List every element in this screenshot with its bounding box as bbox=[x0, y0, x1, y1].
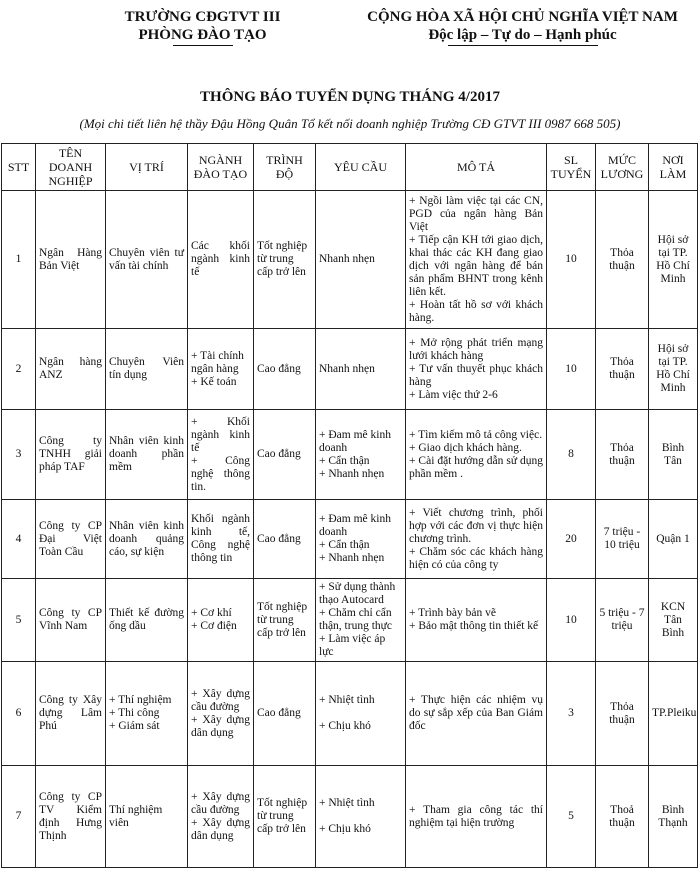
cell-location: TP.Pleiku bbox=[649, 662, 698, 766]
recruitment-table bbox=[1, 143, 698, 868]
cell-position: Thí nghiệm viên bbox=[106, 766, 188, 868]
cell-requirement: + Đam mê kinh doanh + Cẩn thận + Nhanh nhẹn bbox=[316, 500, 406, 579]
cell-quantity: 8 bbox=[547, 410, 596, 500]
col-level: TRÌNH ĐỘ bbox=[254, 144, 316, 191]
col-major: NGÀNH ĐÀO TẠO bbox=[188, 144, 254, 191]
cell-description: + Tìm kiếm mô tả công việc. + Giao dịch khách hàng. + Cài đặt hướng dẫn sử dụng phần mềm . bbox=[406, 410, 547, 500]
col-quantity: SL TUYỂN bbox=[547, 144, 596, 191]
cell-description: + Tham gia công tác thí nghiệm tại hiện trường bbox=[406, 766, 547, 868]
table-row bbox=[2, 500, 698, 579]
cell-company: Công ty Xây dựng Lâm Phú bbox=[36, 662, 106, 766]
cell-position: + Thí nghiệm + Thi công + Giám sát bbox=[106, 662, 188, 766]
col-location: NƠI LÀM bbox=[649, 144, 698, 191]
cell-requirement: + Nhiệt tình + Chịu khó bbox=[316, 766, 406, 868]
cell-position: Chuyên viên tư vấn tài chính bbox=[106, 191, 188, 329]
cell-location: Hội sở tại TP. Hồ Chí Minh bbox=[649, 191, 698, 329]
cell-major: Các khối ngành kinh tế bbox=[188, 191, 254, 329]
cell-location: Quận 1 bbox=[649, 500, 698, 579]
table-row bbox=[2, 410, 698, 500]
cell-description: + Thực hiện các nhiệm vụ do sự sắp xếp của Ban Giám đốc bbox=[406, 662, 547, 766]
cell-salary: Thỏa thuận bbox=[596, 662, 649, 766]
cell-requirement: Nhanh nhẹn bbox=[316, 191, 406, 329]
school-header bbox=[95, 8, 310, 46]
table-header-row bbox=[2, 144, 698, 191]
cell-major: + Xây dựng cầu đường + Xây dựng dân dụng bbox=[188, 662, 254, 766]
cell-stt: 2 bbox=[2, 329, 36, 410]
cell-location: Bình Thạnh bbox=[649, 766, 698, 868]
cell-quantity: 3 bbox=[547, 662, 596, 766]
cell-company: Công ty TNHH giải pháp TAF bbox=[36, 410, 106, 500]
cell-salary: Thỏa thuận bbox=[596, 191, 649, 329]
table-row bbox=[2, 579, 698, 662]
cell-stt: 4 bbox=[2, 500, 36, 579]
cell-quantity: 20 bbox=[547, 500, 596, 579]
cell-level: Cao đẳng bbox=[254, 329, 316, 410]
cell-requirement: + Nhiệt tình + Chịu khó bbox=[316, 662, 406, 766]
cell-company: Công ty CP Đại Việt Toàn Cầu bbox=[36, 500, 106, 579]
col-description: MÔ TẢ bbox=[406, 144, 547, 191]
table-row bbox=[2, 191, 698, 329]
cell-requirement: + Đam mê kinh doanh + Cẩn thận + Nhanh nhẹn bbox=[316, 410, 406, 500]
cell-position: Chuyên Viên tín dụng bbox=[106, 329, 188, 410]
school-name: TRƯỜNG CĐGTVT III bbox=[124, 9, 281, 25]
table-row bbox=[2, 766, 698, 868]
cell-quantity: 5 bbox=[547, 766, 596, 868]
cell-requirement: Nhanh nhẹn bbox=[316, 329, 406, 410]
col-position: VỊ TRÍ bbox=[106, 144, 188, 191]
cell-level: Tốt nghiệp từ trung cấp trở lên bbox=[254, 191, 316, 329]
motto-underline bbox=[448, 45, 598, 46]
cell-company: Công ty CP Vĩnh Nam bbox=[36, 579, 106, 662]
national-motto: Độc lập – Tự do – Hạnh phúc bbox=[428, 27, 617, 43]
cell-level: Tốt nghiệp từ trung cấp trở lên bbox=[254, 766, 316, 868]
cell-stt: 3 bbox=[2, 410, 36, 500]
cell-level: Tốt nghiệp từ trung cấp trở lên bbox=[254, 579, 316, 662]
cell-description: + Mở rộng phát triển mạng lưới khách hàng + Tư vấn thuyết phục khách hàng + Làm việc thứ 2-6 bbox=[406, 329, 547, 410]
cell-position: Nhân viên kinh doanh phần mềm bbox=[106, 410, 188, 500]
cell-level: Cao đẳng bbox=[254, 410, 316, 500]
cell-position: Nhân viên kinh doanh quảng cáo, sự kiện bbox=[106, 500, 188, 579]
cell-level: Cao đẳng bbox=[254, 500, 316, 579]
cell-quantity: 10 bbox=[547, 191, 596, 329]
document-title: THÔNG BÁO TUYỂN DỤNG THÁNG 4/2017 bbox=[200, 89, 500, 105]
cell-major: + Tài chính ngân hàng + Kế toán bbox=[188, 329, 254, 410]
cell-stt: 1 bbox=[2, 191, 36, 329]
cell-company: Công ty CP TV Kiểm định Hưng Thịnh bbox=[36, 766, 106, 868]
table-row bbox=[2, 662, 698, 766]
cell-position: Thiết kế đường ống dầu bbox=[106, 579, 188, 662]
cell-description: + Ngồi làm việc tại các CN, PGD của ngân hàng Bản Việt + Tiếp cận KH tới giao dịch, khai thác các KH đang giao dịch với ngân hàng để bán sản phẩm BHNT trong kênh liên kết. + Hoàn tất hồ sơ với khách hàng. bbox=[406, 191, 547, 329]
cell-description: + Viết chương trình, phối hợp với các đơn vị thực hiện chương trình. + Chăm sóc các khách hàng hiện có của công ty bbox=[406, 500, 547, 579]
col-stt: STT bbox=[2, 144, 36, 191]
cell-major: Khối ngành kinh tế, Công nghệ thông tin bbox=[188, 500, 254, 579]
cell-location: KCN Tân Bình bbox=[649, 579, 698, 662]
cell-company: Ngân Hàng Bản Việt bbox=[36, 191, 106, 329]
cell-location: Hội sở tại TP. Hồ Chí Minh bbox=[649, 329, 698, 410]
cell-salary: 7 triệu - 10 triệu bbox=[596, 500, 649, 579]
cell-location: Bình Tân bbox=[649, 410, 698, 500]
cell-salary: Thỏa thuận bbox=[596, 410, 649, 500]
col-requirement: YÊU CẦU bbox=[316, 144, 406, 191]
cell-quantity: 10 bbox=[547, 329, 596, 410]
cell-salary: 5 triệu - 7 triệu bbox=[596, 579, 649, 662]
cell-quantity: 10 bbox=[547, 579, 596, 662]
cell-stt: 6 bbox=[2, 662, 36, 766]
cell-level: Cao đẳng bbox=[254, 662, 316, 766]
table-row bbox=[2, 329, 698, 410]
cell-major: + Cơ khí + Cơ điện bbox=[188, 579, 254, 662]
cell-major: + Khối ngành kinh tế + Công nghệ thông tin. bbox=[188, 410, 254, 500]
document-subtitle: (Mọi chi tiết liên hệ thầy Đậu Hồng Quân Tổ kết nối doanh nghiệp Trường CĐ GTVT III 0987 668 505) bbox=[79, 116, 621, 131]
cell-major: + Xây dựng cầu đường + Xây dựng dân dụng bbox=[188, 766, 254, 868]
national-header bbox=[360, 8, 685, 46]
cell-salary: Thoả thuận bbox=[596, 766, 649, 868]
national-title: CỘNG HÒA XÃ HỘI CHỦ NGHĨA VIỆT NAM bbox=[367, 9, 678, 25]
col-salary: MỨC LƯƠNG bbox=[596, 144, 649, 191]
col-company: TÊN DOANH NGHIỆP bbox=[36, 144, 106, 191]
cell-description: + Trình bày bản vẽ + Bảo mật thông tin thiết kế bbox=[406, 579, 547, 662]
cell-stt: 7 bbox=[2, 766, 36, 868]
cell-company: Ngân hàng ANZ bbox=[36, 329, 106, 410]
department-name: PHÒNG ĐÀO TẠO bbox=[138, 27, 267, 43]
cell-salary: Thỏa thuận bbox=[596, 329, 649, 410]
cell-requirement: + Sử dụng thành thạo Autocard + Chăm chỉ cẩn thận, trung thực + Làm việc áp lực bbox=[316, 579, 406, 662]
cell-stt: 5 bbox=[2, 579, 36, 662]
header-underline bbox=[173, 45, 233, 46]
